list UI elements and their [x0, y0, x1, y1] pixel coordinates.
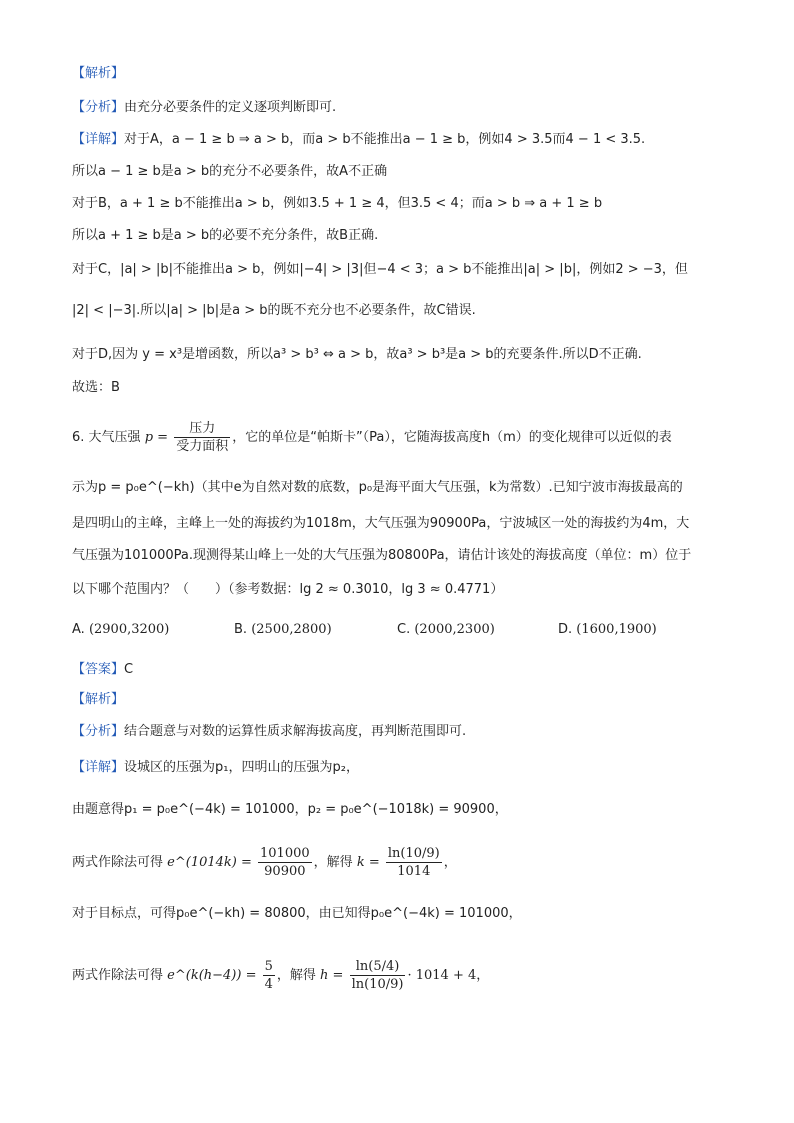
q6-step5-fraction1 — [263, 958, 275, 993]
q5-line-b1: 对于B，a + 1 ≥ b不能推出a > b，例如3.5 + 1 ≥ 4，但3.5 < 4；而a > b ⇒ a + 1 ≥ b — [72, 196, 603, 211]
q5-answer: 故选：B — [72, 380, 120, 395]
q6-step3-fraction1 — [258, 845, 312, 880]
q6-step5-end: · 1014 + 4， — [407, 968, 490, 983]
q6-option-c — [397, 622, 495, 637]
q6-stem-fraction — [174, 420, 230, 455]
q6-step4: 对于目标点，可得p₀e^(−kh) = 80800，由已知得p₀e^(−4k) = 101000， — [72, 906, 522, 921]
q6-xiangjie-s1 — [72, 758, 359, 778]
q6-stem-line3: 是四明山的主峰，主峰上一处的海拔约为1018m，大气压强为90900Pa，宁波城区一处的海拔约为4m，大 — [72, 516, 690, 531]
q6-option-a-value: (2900,3200) — [88, 622, 170, 637]
q5-line-b2: 所以a + 1 ≥ b是a > b的必要不充分条件，故B正确. — [72, 228, 379, 243]
q6-step3-f2-den: 1014 — [397, 864, 431, 879]
q5-fenxi — [72, 98, 336, 118]
q6-step3-f1-num: 101000 — [260, 846, 310, 861]
q6-stem-post: ，它的单位是“帕斯卡”（Pa），它随海拔高度h（m）的变化规律可以近似的表 — [232, 430, 672, 445]
q6-answer: C — [124, 662, 134, 677]
q6-step3-fraction2 — [386, 845, 442, 880]
q5-line-c1: 对于C，|a| > |b|不能推出a > b，例如|−4| > |3|但−4 < 3；a > b不能推出|a| > |b|，例如2 > −3，但 — [72, 262, 688, 277]
q6-step5-f1-den: 4 — [264, 977, 273, 992]
q5-fenxi-tag: 【分析】 — [72, 100, 125, 115]
q6-answer-line — [72, 660, 133, 680]
q6-stem-frac-num: 压力 — [174, 420, 230, 438]
q6-option-b-value: (2500,2800) — [251, 622, 332, 637]
q6-step5-h: h = — [320, 968, 344, 983]
q6-fenxi-tag: 【分析】 — [72, 724, 125, 739]
q5-line-c2: |2| < |−3|.所以|a| > |b|是a > b的既不充分也不必要条件，故C错误. — [72, 303, 476, 318]
q6-stem-line5: 以下哪个范围内？（ ）（参考数据：lg 2 ≈ 0.3010，lg 3 ≈ 0.4771） — [72, 582, 504, 597]
q6-fenxi-text: 结合题意与对数的运算性质求解海拔高度，再判断范围即可. — [124, 724, 467, 739]
q6-step3 — [72, 840, 457, 886]
q6-stem-line2: 示为p = p₀e^(−kh)（其中e为自然对数的底数，p₀是海平面大气压强，k为常数）.已知宁波市海拔最高的 — [72, 480, 683, 495]
q6-step2: 由题意得p₁ = p₀e^(−4k) = 101000，p₂ = p₀e^(−1018k) = 90900， — [72, 802, 508, 817]
q6-option-c-value: (2000,2300) — [414, 622, 495, 637]
q6-stem-frac-den: 受力面积 — [176, 439, 229, 454]
q6-step3-exp: e^(1014k) = — [167, 855, 252, 870]
q5-jiexi-tag: 【解析】 — [72, 66, 125, 81]
q6-answer-tag: 【答案】 — [72, 662, 125, 677]
q6-step5-f2-num: ln(5/4) — [350, 958, 406, 976]
q6-step5 — [72, 946, 489, 1006]
q5-line-a1: 对于A，a − 1 ≥ b ⇒ a > b，而a > b不能推出a − 1 ≥ b，例如4 > 3.5而4 − 1 < 3.5. — [124, 132, 646, 147]
q6-option-d-label: D. — [558, 622, 573, 637]
q6-step5-mid: ，解得 — [276, 968, 316, 983]
q6-step3-f1-den: 90900 — [264, 864, 306, 879]
q6-xiangjie-tag: 【详解】 — [72, 760, 125, 775]
q6-step5-fraction2 — [350, 958, 406, 993]
q5-line-a2: 所以a − 1 ≥ b是a > b的充分不必要条件，故A不正确 — [72, 164, 388, 179]
q6-option-c-label: C. — [397, 622, 411, 637]
q5-line-d: 对于D,因为 y = x³是增函数，所以a³ > b³ ⇔ a > b，故a³ > b³是a > b的充要条件.所以D不正确. — [72, 347, 642, 362]
q5-fenxi-text: 由充分必要条件的定义逐项判断即可. — [124, 100, 337, 115]
q6-step3-end: ， — [443, 855, 457, 870]
q6-step3-k: k = — [356, 855, 380, 870]
q5-xiangjie-tag: 【详解】 — [72, 132, 125, 147]
q6-stem-pre: 6. 大气压强 — [72, 430, 141, 445]
q6-step3-f2-num: ln(10/9) — [387, 846, 440, 861]
q6-stem-formula-lhs: p = — [144, 430, 169, 445]
q6-option-a — [72, 622, 169, 637]
q6-option-a-label: A. — [72, 622, 85, 637]
q6-option-b-label: B. — [234, 622, 248, 637]
q6-option-d-value: (1600,1900) — [576, 622, 657, 637]
q6-option-d — [558, 622, 657, 637]
q6-step5-f1-num: 5 — [264, 959, 273, 974]
q6-step3-mid: ，解得 — [313, 855, 353, 870]
q6-step5-pre: 两式作除法可得 — [72, 968, 164, 983]
q6-stem-line1 — [72, 418, 672, 458]
q6-jiexi-tag: 【解析】 — [72, 692, 125, 707]
q5-xiangjie-a1 — [72, 130, 645, 150]
q6-step5-f2-den: ln(10/9) — [351, 977, 404, 992]
q6-stem-line4: 气压强为101000Pa.现测得某山峰上一处的大气压强为80800Pa，请估计该处的海拔高度（单位：m）位于 — [72, 548, 692, 563]
q6-fenxi — [72, 722, 466, 742]
q6-option-b — [234, 622, 332, 637]
q6-step1: 设城区的压强为p₁，四明山的压强为p₂， — [124, 760, 359, 775]
q6-step5-exp: e^(k(h−4)) = — [167, 968, 257, 983]
q6-step3-pre: 两式作除法可得 — [72, 855, 164, 870]
